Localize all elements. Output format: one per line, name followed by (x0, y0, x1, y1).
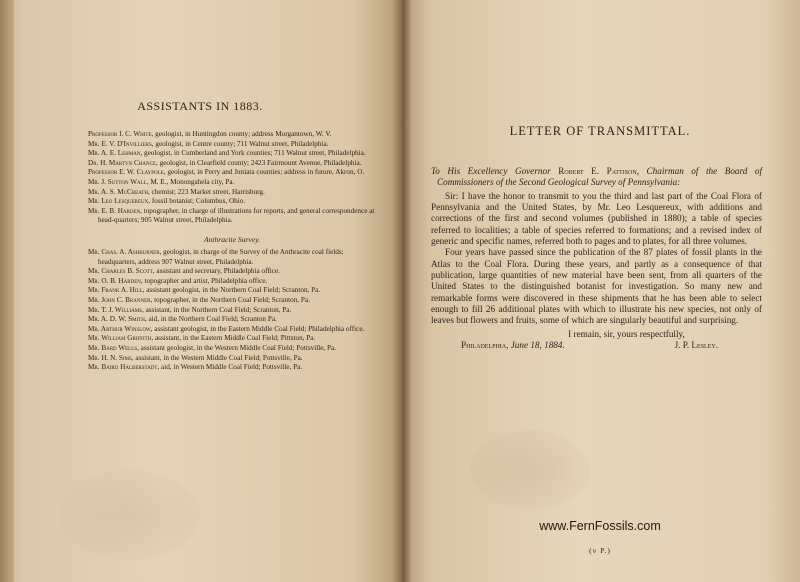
list-item (88, 267, 376, 276)
assistant-name: Mr. Chas. A. Ashburner, (88, 248, 162, 257)
assistant-desc: geologist, in Huntingdon county; address Morgantown, W. V. (153, 130, 332, 138)
assistant-name: Mr. J. Sutton Wall, M. E., (88, 177, 169, 186)
list-item (88, 315, 376, 324)
list-item (88, 140, 376, 149)
assistant-desc: topographer, in charge of illustrations for reports, and general correspondence at head-quarters; 905 Walnut street, Philadelphia. (98, 206, 375, 224)
list-item (88, 168, 376, 177)
anthracite-subheading: Anthracite Survey. (203, 235, 261, 245)
list-item (88, 296, 376, 305)
list-item (88, 306, 376, 315)
right-page-heading: LETTER OF TRANSMITTAL. (509, 124, 691, 138)
assistant-name: Mr. A. S. McCreath, (88, 187, 150, 196)
list-item (88, 197, 376, 206)
letter-body (431, 166, 762, 352)
letter-closing: I remain, sir, yours respectfully, (568, 328, 685, 339)
assistant-desc: assistant, in the Northern Coal Field; Scranton, Pa. (143, 305, 292, 314)
letter-signature: J. P. Lesley. (674, 340, 718, 351)
letter-place-date (461, 340, 565, 351)
assistant-desc: assistant, in the Western Middle Coal Field; Pottsville, Pa. (133, 353, 303, 362)
website-watermark: www.FernFossils.com (539, 519, 661, 533)
list-item (88, 248, 376, 266)
paper-stain (60, 470, 200, 560)
letter-date: June 18, 1884. (510, 340, 565, 351)
list-item (88, 178, 376, 187)
assistant-name: Mr. Charles B. Scott, (88, 267, 155, 276)
addressee-name: Robert E. Pattison, (558, 166, 639, 176)
paper-stain (470, 430, 590, 510)
left-page-heading: ASSISTANTS IN 1883. (137, 99, 263, 113)
list-item (88, 159, 376, 168)
assistant-desc: geologist, in Cumberland and York counties; 711 Walnut street, Philadelphia. (142, 149, 366, 158)
assistants-list (88, 130, 376, 373)
list-item (88, 344, 376, 353)
assistant-desc: geologist, in Clearfield county; 2423 Fairmount Avenue, Philadelphia. (157, 158, 362, 167)
list-item (88, 286, 376, 295)
list-item (88, 207, 376, 225)
letter-dateline (431, 340, 762, 351)
assistant-name: Mr. E. B. Harden, (88, 206, 142, 215)
assistant-desc: topographer, in the Northern Coal Field; Scranton, Pa. (152, 295, 310, 304)
assistant-name: Mr. Bard Wells, (88, 343, 139, 352)
book-gutter (392, 0, 412, 582)
addressee-prefix: To His Excellency Governor (431, 166, 559, 176)
letter-addressee (431, 166, 762, 189)
letter-paragraph: Sir: I have the honor to transmit to you the third and last part of the Coal Flora of Pennsylvania and the United States, by Mr. Leo Lesquereux, with additions and corrections of the first and second volumes (published in 1880); a table of species referred to localities; a table of species referred to formations; and a revised index of generic and specific names, referred both to pages and to plates, for all three volumes. (431, 190, 762, 247)
assistant-name: Mr. H. N. Sims, (88, 353, 134, 362)
assistant-desc: Monongahela city, Pa. (168, 177, 235, 186)
list-item (88, 149, 376, 158)
assistant-name: Mr. O. B. Harden, (88, 276, 143, 285)
assistant-name: Mr. Leo Lesquereux, (88, 197, 151, 206)
list-item (88, 363, 376, 372)
assistant-name: Mr. Baird Halberstadt, (88, 363, 160, 372)
assistant-desc: assistant, in the Eastern Middle Coal Field; Pittston, Pa. (153, 334, 316, 343)
assistant-name: Mr. A. E. Lehman, (88, 149, 143, 158)
assistant-desc: assistant geologist, in the Western Middle Coal Field; Pottsville, Pa. (138, 343, 337, 352)
assistant-desc: aid, in the Northern Coal Field; Scranton Pa. (146, 315, 277, 324)
assistant-desc: assistant geologist, in the Northern Coal Field; Scranton, Pa. (144, 286, 321, 295)
assistant-desc: geologist, in charge of the Survey of the Anthracite coal fields; headquarters, address 907 Walnut street, Philadelphia. (98, 248, 344, 266)
assistant-name: Mr. A. D. W. Smith, (88, 315, 147, 324)
addressee-title: Chairman of the Board of Commissioners of the Second Geological Survey of Pennsylvania: (437, 166, 763, 188)
assistant-name: Mr. John C. Branner, (88, 295, 153, 304)
assistant-name: Dr. H. Martyn Chance, (88, 158, 158, 167)
assistant-name: Mr. Arthur Winslow, (88, 324, 153, 333)
list-item (88, 354, 376, 363)
assistant-desc: chemist; 223 Market street, Harrisburg. (149, 187, 265, 196)
assistant-name: Mr. Frank A. Hill, (88, 286, 145, 295)
assistant-desc: fossil botanist; Columbus, Ohio. (150, 197, 246, 206)
assistant-desc: geologist, in Perry and Juniata counties; address in future, Akron, O. (165, 168, 365, 177)
assistant-desc: topographer and artist, Philadelphia office. (142, 276, 268, 285)
list-item (88, 334, 376, 343)
assistant-name: Mr. William Griffith, (88, 334, 154, 343)
letter-place: Philadelphia, (461, 340, 509, 351)
page-number: (v P.) (589, 546, 611, 555)
list-item (88, 130, 376, 139)
assistant-desc: assistant and secretary, Philadelphia office. (154, 267, 280, 276)
assistant-desc: geologist, in Centre county; 711 Walnut street, Philadelphia. (153, 139, 329, 148)
list-item (88, 325, 376, 334)
list-item (88, 188, 376, 197)
assistant-name: Mr. E. V. D'Invilliers, (88, 139, 154, 148)
assistant-desc: aid, in Western Middle Coal Field; Pottsville, Pa. (159, 363, 303, 372)
assistant-desc: assistant geologist, in the Eastern Middle Coal Field; Philadelphia office. (152, 324, 365, 333)
page-edge (0, 0, 14, 582)
list-item (88, 277, 376, 286)
assistant-name: Professor I. C. White, (88, 130, 154, 138)
assistant-name: Mr. T. J. Williams, (88, 305, 144, 314)
letter-paragraph: Four years have passed since the publication of the 87 plates of fossil plants in the Atlas to the Coal Flora. During these years, and partly as a consequence of that publication, large quantities of new material have been sent, from all quarters of the United States to the distinguished botanist for investigation. So many new and remarkable forms were discovered in these shipments that he has been able to select enough to fill 26 additional plates with which to illustrate his new species, not only of leaves but flowers and fruits, some of which are singularly beautiful and surprising. (431, 247, 762, 326)
assistant-name: Professor E. W. Claypole, (88, 168, 166, 177)
